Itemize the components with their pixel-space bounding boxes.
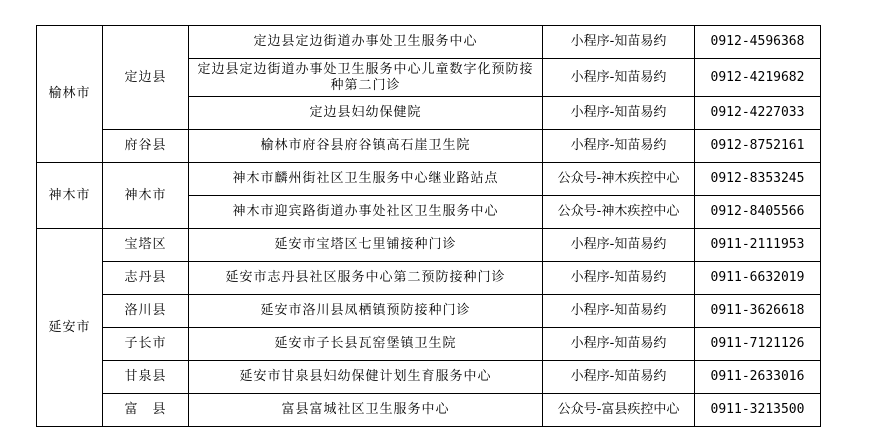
- county-cell: 神木市: [103, 163, 189, 229]
- booking-channel-cell: 公众号-神木疾控中心: [543, 163, 695, 196]
- county-cell: 定边县: [103, 26, 189, 130]
- city-cell: 延安市: [37, 229, 103, 427]
- county-cell: 甘泉县: [103, 361, 189, 394]
- phone-cell: 0911-7121126: [695, 328, 821, 361]
- county-cell: 宝塔区: [103, 229, 189, 262]
- table-row: [37, 163, 821, 196]
- table-row: [37, 262, 821, 295]
- booking-channel-cell: 小程序-知苗易约: [543, 59, 695, 97]
- phone-cell: 0911-2633016: [695, 361, 821, 394]
- phone-cell: 0911-6632019: [695, 262, 821, 295]
- table-row: [37, 295, 821, 328]
- site-cell: 延安市宝塔区七里铺接种门诊: [189, 229, 543, 262]
- phone-cell: 0912-4227033: [695, 97, 821, 130]
- table-row: [37, 229, 821, 262]
- site-cell: 富县富城社区卫生服务中心: [189, 394, 543, 427]
- site-cell: 定边县定边街道办事处卫生服务中心儿童数字化预防接种第二门诊: [189, 59, 543, 97]
- site-cell: 定边县定边街道办事处卫生服务中心: [189, 26, 543, 59]
- booking-channel-cell: 小程序-知苗易约: [543, 97, 695, 130]
- table-row: [37, 394, 821, 427]
- city-cell: 榆林市: [37, 26, 103, 163]
- booking-channel-cell: 公众号-神木疾控中心: [543, 196, 695, 229]
- site-cell: 神木市迎宾路街道办事处社区卫生服务中心: [189, 196, 543, 229]
- phone-cell: 0912-8353245: [695, 163, 821, 196]
- booking-channel-cell: 小程序-知苗易约: [543, 262, 695, 295]
- phone-cell: 0912-4219682: [695, 59, 821, 97]
- booking-channel-cell: 小程序-知苗易约: [543, 229, 695, 262]
- site-cell: 榆林市府谷县府谷镇高石崖卫生院: [189, 130, 543, 163]
- phone-cell: 0911-3626618: [695, 295, 821, 328]
- booking-channel-cell: 公众号-富县疾控中心: [543, 394, 695, 427]
- site-cell: 延安市洛川县凤栖镇预防接种门诊: [189, 295, 543, 328]
- site-cell: 延安市志丹县社区服务中心第二预防接种门诊: [189, 262, 543, 295]
- table-row: [37, 26, 821, 59]
- county-cell: 子长市: [103, 328, 189, 361]
- booking-channel-cell: 小程序-知苗易约: [543, 130, 695, 163]
- phone-cell: 0912-8752161: [695, 130, 821, 163]
- county-cell: 府谷县: [103, 130, 189, 163]
- vaccination-sites-table: [36, 25, 821, 427]
- county-cell: 洛川县: [103, 295, 189, 328]
- county-cell: 志丹县: [103, 262, 189, 295]
- table-row: [37, 361, 821, 394]
- phone-cell: 0912-8405566: [695, 196, 821, 229]
- site-cell: 延安市甘泉县妇幼保健计划生育服务中心: [189, 361, 543, 394]
- booking-channel-cell: 小程序-知苗易约: [543, 328, 695, 361]
- booking-channel-cell: 小程序-知苗易约: [543, 361, 695, 394]
- phone-cell: 0911-3213500: [695, 394, 821, 427]
- site-cell: 定边县妇幼保健院: [189, 97, 543, 130]
- table-row: [37, 328, 821, 361]
- booking-channel-cell: 小程序-知苗易约: [543, 26, 695, 59]
- phone-cell: 0911-2111953: [695, 229, 821, 262]
- county-cell: 富 县: [103, 394, 189, 427]
- table-row: [37, 130, 821, 163]
- booking-channel-cell: 小程序-知苗易约: [543, 295, 695, 328]
- site-cell: 神木市麟州街社区卫生服务中心继业路站点: [189, 163, 543, 196]
- phone-cell: 0912-4596368: [695, 26, 821, 59]
- site-cell: 延安市子长县瓦窑堡镇卫生院: [189, 328, 543, 361]
- city-cell: 神木市: [37, 163, 103, 229]
